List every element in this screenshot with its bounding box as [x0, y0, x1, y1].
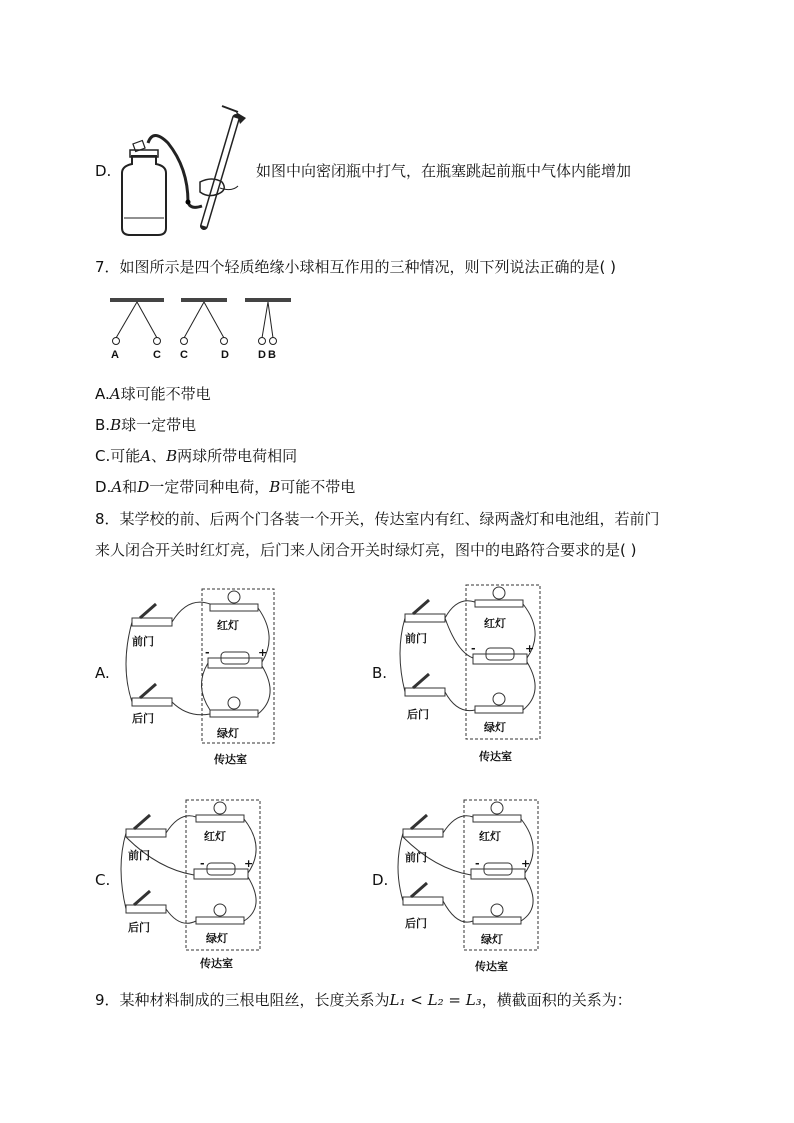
- front-door-label: 前门: [132, 635, 154, 648]
- q8-stem-line2: 来人闭合开关时红灯亮，后门来人闭合开关时绿灯亮，图中的电路符合要求的是( ): [95, 541, 637, 559]
- q7-option-c: C.可能A、B两球所带电荷相同: [95, 447, 298, 465]
- green-lamp-label: 绿灯: [217, 727, 239, 740]
- minus-label: -: [471, 642, 476, 655]
- front-door-label: 前门: [128, 849, 150, 862]
- green-lamp-label: 绿灯: [484, 721, 506, 734]
- front-door-label: 前门: [405, 632, 427, 645]
- q8-option-b-letter: B.: [372, 664, 388, 682]
- ball-label: D: [258, 349, 266, 361]
- ball-label: A: [111, 349, 119, 361]
- back-door-label: 后门: [407, 708, 429, 721]
- q6-option-text: 如图中向密闭瓶中打气，在瓶塞跳起前瓶中气体内能增加: [256, 162, 632, 180]
- room-label: 传达室: [479, 750, 512, 763]
- red-lamp-label: 红灯: [217, 619, 239, 632]
- red-lamp-label: 红灯: [484, 617, 506, 630]
- red-lamp-label: 红灯: [204, 830, 226, 843]
- q8-option-c-letter: C.: [95, 871, 111, 889]
- q6-option-letter: D.: [95, 162, 112, 180]
- q7-option-a: A.A球可能不带电: [95, 385, 211, 403]
- minus-label: -: [475, 857, 480, 870]
- back-door-label: 后门: [128, 921, 150, 934]
- q8-stem-line1: 8．某学校的前、后两个门各装一个开关，传达室内有红、绿两盏灯和电池组，若前门: [95, 510, 660, 528]
- minus-label: -: [200, 857, 205, 870]
- plus-label: +: [521, 857, 531, 870]
- q9-stem: 9．某种材料制成的三根电阻丝，长度关系为L₁ < L₂ = L₃，横截面积的关系为：: [95, 991, 632, 1009]
- room-label: 传达室: [200, 957, 233, 970]
- q7-option-d: D.A和D一定带同种电荷，B可能不带电: [95, 478, 356, 496]
- q7-stem: 7．如图所示是四个轻质绝缘小球相互作用的三种情况，则下列说法正确的是( ): [95, 258, 617, 276]
- circuit-b: [395, 582, 565, 772]
- q9-length-formula: L₁ < L₂ = L₃: [389, 991, 482, 1009]
- front-door-label: 前门: [405, 851, 427, 864]
- room-label: 传达室: [214, 753, 247, 766]
- circuit-d: [395, 797, 565, 977]
- green-lamp-label: 绿灯: [206, 932, 228, 945]
- q8-option-a-letter: A.: [95, 664, 110, 682]
- ball-label: C: [153, 349, 161, 361]
- room-label: 传达室: [475, 960, 508, 973]
- ball-label: D: [221, 349, 229, 361]
- plus-label: +: [258, 646, 268, 659]
- pump-bottle-figure: [108, 98, 258, 238]
- plus-label: +: [244, 857, 254, 870]
- ball-label: C: [180, 349, 188, 361]
- ball-label: B: [268, 349, 276, 361]
- plus-label: +: [525, 642, 535, 655]
- minus-label: -: [205, 646, 210, 659]
- q8-option-d-letter: D.: [372, 871, 389, 889]
- red-lamp-label: 红灯: [479, 830, 501, 843]
- back-door-label: 后门: [132, 712, 154, 725]
- circuit-c: [118, 797, 288, 977]
- circuit-a: [118, 586, 288, 776]
- q7-option-b: B.B球一定带电: [95, 416, 197, 434]
- back-door-label: 后门: [405, 917, 427, 930]
- green-lamp-label: 绿灯: [481, 933, 503, 946]
